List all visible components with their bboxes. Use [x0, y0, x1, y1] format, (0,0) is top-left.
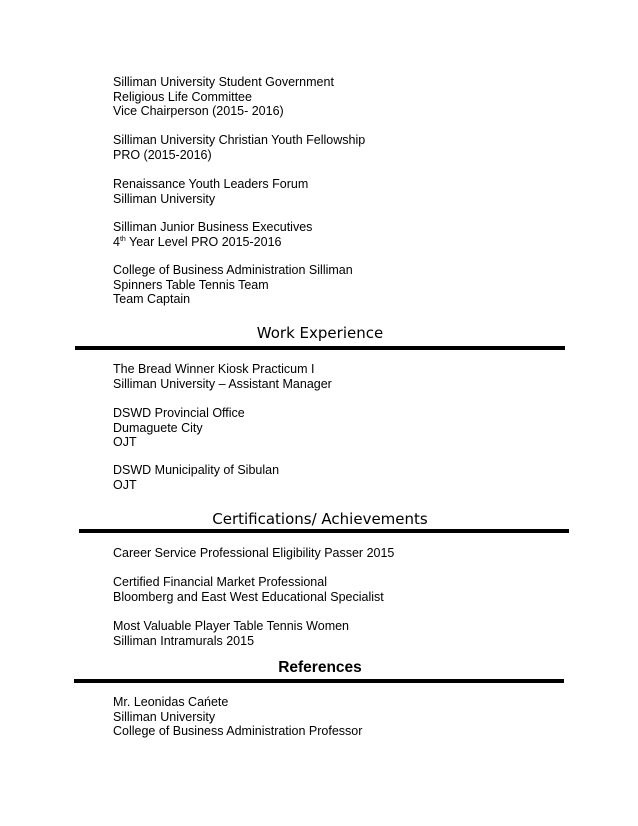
entry-line: Silliman University	[113, 709, 216, 724]
entry-line: Silliman University – Assistant Manager	[113, 376, 332, 391]
entry-line: OJT	[113, 435, 137, 449]
work-entry	[113, 406, 245, 450]
entry-line: Religious Life Committee	[113, 89, 252, 104]
references-heading: References	[278, 659, 362, 676]
certifications-heading: Certifications/ Achievements	[212, 510, 428, 528]
entry-line: Silliman Junior Business Executives	[113, 220, 313, 234]
entry-line: College of Business Administration Silliman	[113, 263, 353, 277]
work-entry	[113, 463, 279, 492]
entry-line: PRO (2015-2016)	[113, 147, 212, 162]
entry-line: Most Valuable Player Table Tennis Women	[113, 619, 350, 633]
organization-entry	[113, 75, 334, 119]
entry-line: Dumaguete City	[113, 420, 203, 435]
entry-line: DSWD Municipality of Sibulan	[113, 463, 280, 477]
organization-entry	[113, 133, 365, 162]
entry-line: Vice Chairperson (2015- 2016)	[113, 104, 284, 118]
entry-line: DSWD Provincial Office	[113, 406, 245, 420]
entry-line: Mr. Leonidas Cańete	[113, 695, 229, 709]
entry-line: College of Business Administration Professor	[113, 724, 363, 738]
entry-line: Team Captain	[113, 292, 191, 306]
ordinal-number: 4	[113, 234, 120, 249]
ordinal-rest: Year Level PRO 2015-2016	[125, 234, 282, 249]
section-divider	[75, 346, 565, 350]
entry-line: Renaissance Youth Leaders Forum	[113, 177, 309, 191]
entry-line: The Bread Winner Kiosk Practicum I	[113, 362, 315, 376]
entry-line-ordinal	[113, 235, 312, 250]
work-entry	[113, 362, 332, 391]
entry-line: Bloomberg and East West Educational Specialist	[113, 589, 384, 604]
entry-line: Silliman University Christian Youth Fellowship	[113, 133, 366, 147]
entry-line: Silliman Intramurals 2015	[113, 633, 255, 648]
organization-entry	[113, 177, 308, 206]
section-divider	[79, 529, 569, 533]
organization-entry	[113, 263, 353, 307]
certification-entry	[113, 575, 384, 604]
entry-line: OJT	[113, 477, 137, 492]
entry-line: Certified Financial Market Professional	[113, 575, 327, 589]
reference-entry	[113, 695, 362, 739]
section-divider	[74, 679, 564, 683]
ordinal-suffix: th	[119, 235, 126, 243]
certification-entry	[113, 619, 349, 648]
organization-entry	[113, 220, 312, 249]
certification-entry	[113, 546, 394, 561]
work-experience-heading: Work Experience	[256, 324, 384, 342]
entry-line: Career Service Professional Eligibility Passer 2015	[113, 546, 395, 560]
entry-line: Silliman University	[113, 191, 216, 206]
entry-line: Silliman University Student Government	[113, 75, 334, 89]
entry-line: Spinners Table Tennis Team	[113, 277, 269, 292]
